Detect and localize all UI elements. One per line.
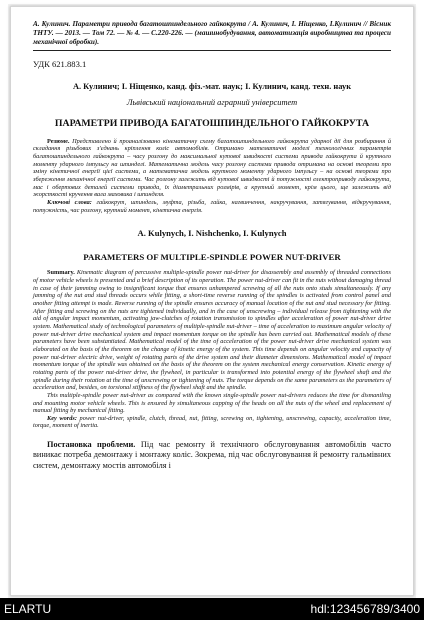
keywords-ukrainian — [33, 199, 391, 214]
abstract-english-lead: Summary. — [47, 269, 75, 277]
abstract-ukrainian-text: Представлено й проаналізовано кінематичну схему багатошпиндельного гайкокрута ударної дії для розбирання й складання різьбових з'єднань кріплення коліс автомобілів. Отримано математичні моделі технологічних параметрів багатошпиндельного гайкокрута – часу розгону до максимальної кутової швидкості системи привода гайкокрута й крутного моменту ударного імпульсу на шпинделі. Математична модель часу розгону системи привода отримана на основі теореми про зміну кінетичної енергії цієї системи, а математична модель крутного моменту ударного імпульсу – на основі теореми про збереження механічної енергії системи. Час розгону залежить від кутової швидкості й потужності електроприводу гайкокрута, мас і обертових деталей системи привода, їх діаметральних розмірів, а крутний момент, крім цього, ще залежить від жорсткості кручення вала маховика і шпинделя. — [33, 137, 391, 199]
affiliation: Львівський національний аграрний університет — [126, 98, 298, 108]
title-ukrainian: ПАРАМЕТРИ ПРИВОДА БАГАТОШПИНДЕЛЬНОГО ГАЙКОКРУТА — [54, 118, 370, 130]
abstract-ukrainian-lead: Резюме. — [47, 137, 70, 145]
keywords-ukrainian-text: гайкокрут, шпиндель, муфта, різьба, гайка, нагвинчення, накручування, затягування, відкручування, потужність, час розгону, крутний момент, кінетична енергія. — [33, 199, 391, 214]
title-english: PARAMETERS OF MULTIPLE-SPINDLE POWER NUT-DRIVER — [83, 252, 341, 263]
keywords-english — [33, 415, 391, 430]
repository-name: ELARTU — [4, 602, 52, 616]
authors-ukrainian: А. Кулинич; І. Ніщенко, канд. фіз.-мат. наук; І. Кулинич, канд. техн. наук — [72, 82, 352, 92]
page-content — [33, 20, 392, 470]
header-rule — [33, 50, 391, 51]
citation-header: А. Кулинич. Параметри привода багатошпиндельного гайкокрута / А. Кулинич, І. Ніщенко, І.Кулинич // Вісник ТНТУ. — 2013. — Том 72. — № 4. — С.220-226. — (машинобудування, автоматизація виробництва та процеси механічної обробки). — [33, 20, 391, 46]
abstract-ukrainian — [33, 138, 391, 199]
handle-id[interactable]: hdl:123456789/3400 — [310, 602, 420, 616]
intro-lead: Постановка проблеми. — [47, 440, 136, 450]
udk-code: УДК 621.883.1 — [33, 59, 87, 70]
intro-paragraph — [33, 440, 391, 470]
document-page — [10, 6, 414, 596]
keywords-english-lead: Key words: — [47, 414, 77, 422]
keywords-ukrainian-lead: Ключові слова: — [47, 199, 92, 207]
abstract-english-text: Kinematic diagram of percussive multiple-spindle power nut-driver for disassembly and assembly of threaded connections of motor vehicle wheels is presented and a brief description of its operation. The power nut-driver can fit in the nuts without damaging thread in case of their jamming owing to insignificant torque that ensures unhampered screwing of all the nuts onto studs simultaneously. If any jamming of the nut and stud threads occurs while fitting, a short-time reverse running of the spindles is activated from control panel and another fitting attempt is made. Reverse running of the spindle ensures accuracy of manual location of the nut and stud necessary for fitting. After fitting and screwing on the nuts are tightened individually, and in the case of unscrewing – individual release from tightening with the aid of angular impact momentum, activating jaw-clutches of rotation transmission to spindles after acceleration of power nut-driver drive system. Mathematical study of technological parameters of multiple-spindle nut-driver – time of acceleration to maximum angular velocity of power nut-driver drive mechanical system and impact momentum torque on the spindle has been carried out. Mathematical models of these parameters have been substantiated. Mathematical model of the time of acceleration of the power nut-driver drive mechanical system was elaborated on the basis of the theorem on the change of kinetic energy of the system. This time depends on angular velocity and capacity of power nut-driver electric drive, weight of rotating parts of the drive system and their diameter dimensions. Mathematical model of impact momentum torque of the spindle was obtained on the basis of the theorem on the system mechanical energy conservation. Kinetic energy of rotating parts of the power nut-driver drive, the flywheel, in particular is transformed into potential energy of the flywheel shaft and the spindle during their rotation at the time of unscrewing or tightening of nuts. The torque depends on the same parameters as the parameters of acceleration and, besides, on torsional stiffness of the flywheel shaft and the spindle. — [33, 269, 391, 392]
intro-text: Під час ремонту й технічного обслуговування автомобілів часто виникає потреба демонтажу і монтажу коліс. Зокрема, під час обслуговування й ремонту гальмівних систем, демонтажу мостів автомобіля і — [33, 440, 391, 470]
keywords-english-text: power nut-driver, spindle, clutch, thread, nut, fitting, screwing on, tightening, unscrewing, capacity, acceleration time, torque, moment of inertia. — [33, 414, 392, 430]
authors-english: A. Kulynych, I. Nishchenko, I. Kulynych — [137, 228, 287, 239]
abstract-english — [33, 269, 391, 392]
status-bar — [0, 598, 424, 620]
abstract-english-paragraph-2: This multiple-spindle power nut-driver as compared with the known single-spindle power nut-drivers reduces the time for dismantling and mounting motor vehicle wheels. This is ensured by simultaneous capping of the heads on all the nuts of the wheel and replacement of manual fitting by mechanical fitting. — [33, 391, 391, 415]
